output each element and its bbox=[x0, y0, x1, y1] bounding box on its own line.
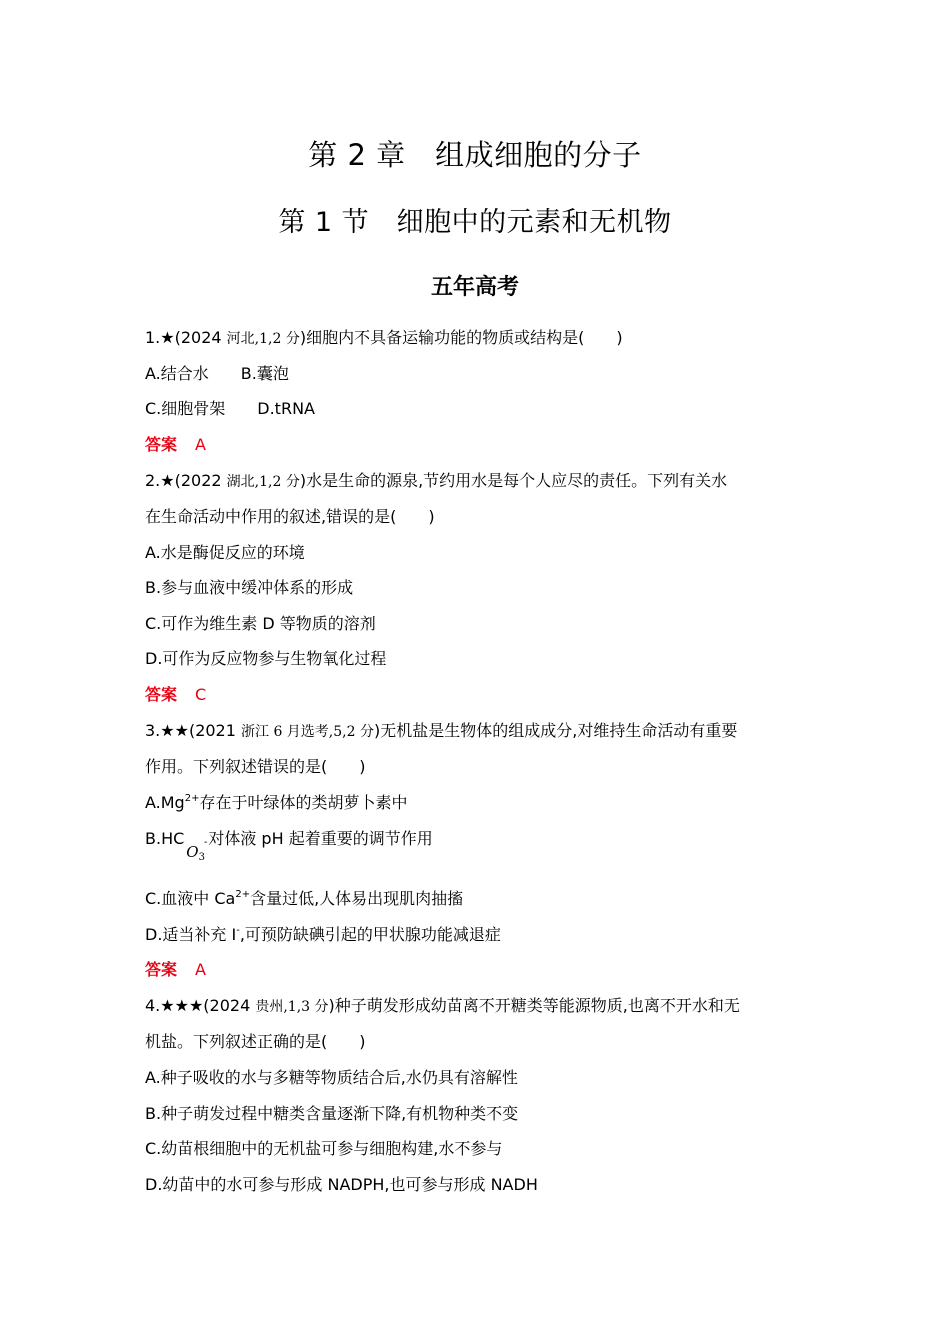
option-d-rest: ,可预防缺碘引起的甲状腺功能减退症 bbox=[239, 925, 501, 944]
question-2-answer bbox=[145, 685, 206, 705]
difficulty-stars: ★★ bbox=[160, 721, 189, 740]
chapter-title: 第 2 章 组成细胞的分子 bbox=[308, 138, 642, 172]
option-b: B.囊泡 bbox=[240, 364, 289, 383]
question-2-stem bbox=[145, 471, 727, 492]
subsection-title: 五年高考 bbox=[430, 275, 519, 300]
formula-o: O bbox=[186, 843, 199, 861]
answer-label: 答案 bbox=[145, 960, 178, 979]
question-number: 1. bbox=[145, 328, 161, 347]
question-number: 4. bbox=[145, 996, 161, 1015]
question-3-stem-cont: 作用。下列叙述错误的是( ) bbox=[145, 757, 366, 776]
question-1-options-cd bbox=[145, 399, 315, 419]
answer-label: 答案 bbox=[145, 435, 178, 454]
option-d-text: D.适当补充 I bbox=[145, 925, 237, 944]
question-4-stem bbox=[145, 996, 740, 1017]
source-location: 湖北,1,2 分 bbox=[226, 474, 300, 490]
option-c-text: C.血液中 Ca bbox=[145, 889, 236, 908]
question-3-option-b bbox=[145, 829, 433, 863]
question-2-stem-cont: 在生命活动中作用的叙述,错误的是( ) bbox=[145, 507, 435, 526]
question-4-option-c: C.幼苗根细胞中的无机盐可参与细胞构建,水不参与 bbox=[145, 1139, 503, 1158]
question-3-answer bbox=[145, 960, 206, 980]
section-title: 第 1 节 细胞中的元素和无机物 bbox=[278, 207, 672, 238]
question-2-option-d: D.可作为反应物参与生物氧化过程 bbox=[145, 649, 387, 668]
ion-charge: 2+ bbox=[184, 793, 200, 804]
question-number: 3. bbox=[145, 721, 161, 740]
source-location: 浙江 6 月选考,5,2 分 bbox=[241, 724, 374, 740]
question-4-option-d: D.幼苗中的水可参与形成 NADPH,也可参与形成 NADH bbox=[145, 1175, 538, 1194]
answer-value: A bbox=[195, 435, 206, 454]
difficulty-stars: ★ bbox=[160, 471, 175, 490]
source-location: 贵州,1,3 分 bbox=[255, 999, 329, 1015]
question-2-option-b: B.参与血液中缓冲体系的形成 bbox=[145, 578, 354, 597]
answer-label: 答案 bbox=[145, 685, 178, 704]
option-a-text: A.Mg bbox=[145, 793, 185, 812]
source-year: (2021 bbox=[188, 721, 241, 740]
question-3-option-c bbox=[145, 889, 463, 909]
question-4-option-a: A.种子吸收的水与多糖等物质结合后,水仍具有溶解性 bbox=[145, 1068, 518, 1087]
question-number: 2. bbox=[145, 471, 161, 490]
option-b-text: B.HC bbox=[145, 829, 185, 848]
option-d: D.tRNA bbox=[257, 399, 315, 418]
question-3-option-a bbox=[145, 793, 407, 813]
stem-text: )水是生命的源泉,节约用水是每个人应尽的责任。下列有关水 bbox=[299, 471, 728, 490]
answer-value: C bbox=[195, 685, 207, 704]
option-c-rest: 含量过低,人体易出现肌肉抽搐 bbox=[250, 889, 464, 908]
answer-value: A bbox=[195, 960, 206, 979]
question-3-stem bbox=[145, 721, 737, 742]
option-b-rest: 对体液 pH 起着重要的调节作用 bbox=[208, 829, 433, 848]
ion-charge: 2+ bbox=[235, 889, 251, 900]
formula-subscript: 3 bbox=[198, 852, 205, 863]
question-2-option-c: C.可作为维生素 D 等物质的溶剂 bbox=[145, 614, 376, 633]
source-location: 河北,1,2 分 bbox=[226, 331, 300, 347]
difficulty-stars: ★ bbox=[160, 328, 175, 347]
question-1-options-ab bbox=[145, 364, 289, 384]
stem-text: )无机盐是生物体的组成成分,对维持生命活动有重要 bbox=[373, 721, 738, 740]
option-c: C.细胞骨架 bbox=[145, 399, 226, 418]
source-year: (2022 bbox=[174, 471, 227, 490]
ion-charge: - bbox=[236, 925, 240, 936]
option-a-rest: 存在于叶绿体的类胡萝卜素中 bbox=[199, 793, 408, 812]
source-year: (2024 bbox=[203, 996, 256, 1015]
source-year: (2024 bbox=[174, 328, 227, 347]
question-1-stem bbox=[145, 328, 623, 349]
stem-text: )种子萌发形成幼苗离不开糖类等能源物质,也离不开水和无 bbox=[328, 996, 740, 1015]
question-4-stem-cont: 机盐。下列叙述正确的是( ) bbox=[145, 1032, 366, 1051]
question-4-option-b: B.种子萌发过程中糖类含量逐渐下降,有机物种类不变 bbox=[145, 1104, 519, 1123]
difficulty-stars: ★★★ bbox=[160, 996, 204, 1015]
stem-text: )细胞内不具备运输功能的物质或结构是( ) bbox=[299, 328, 623, 347]
option-a: A.结合水 bbox=[145, 364, 209, 383]
question-1-answer bbox=[145, 435, 206, 455]
formula-charge: - bbox=[203, 837, 208, 848]
question-3-option-d bbox=[145, 925, 501, 945]
bicarbonate-formula bbox=[186, 837, 208, 863]
question-2-option-a: A.水是酶促反应的环境 bbox=[145, 543, 305, 562]
